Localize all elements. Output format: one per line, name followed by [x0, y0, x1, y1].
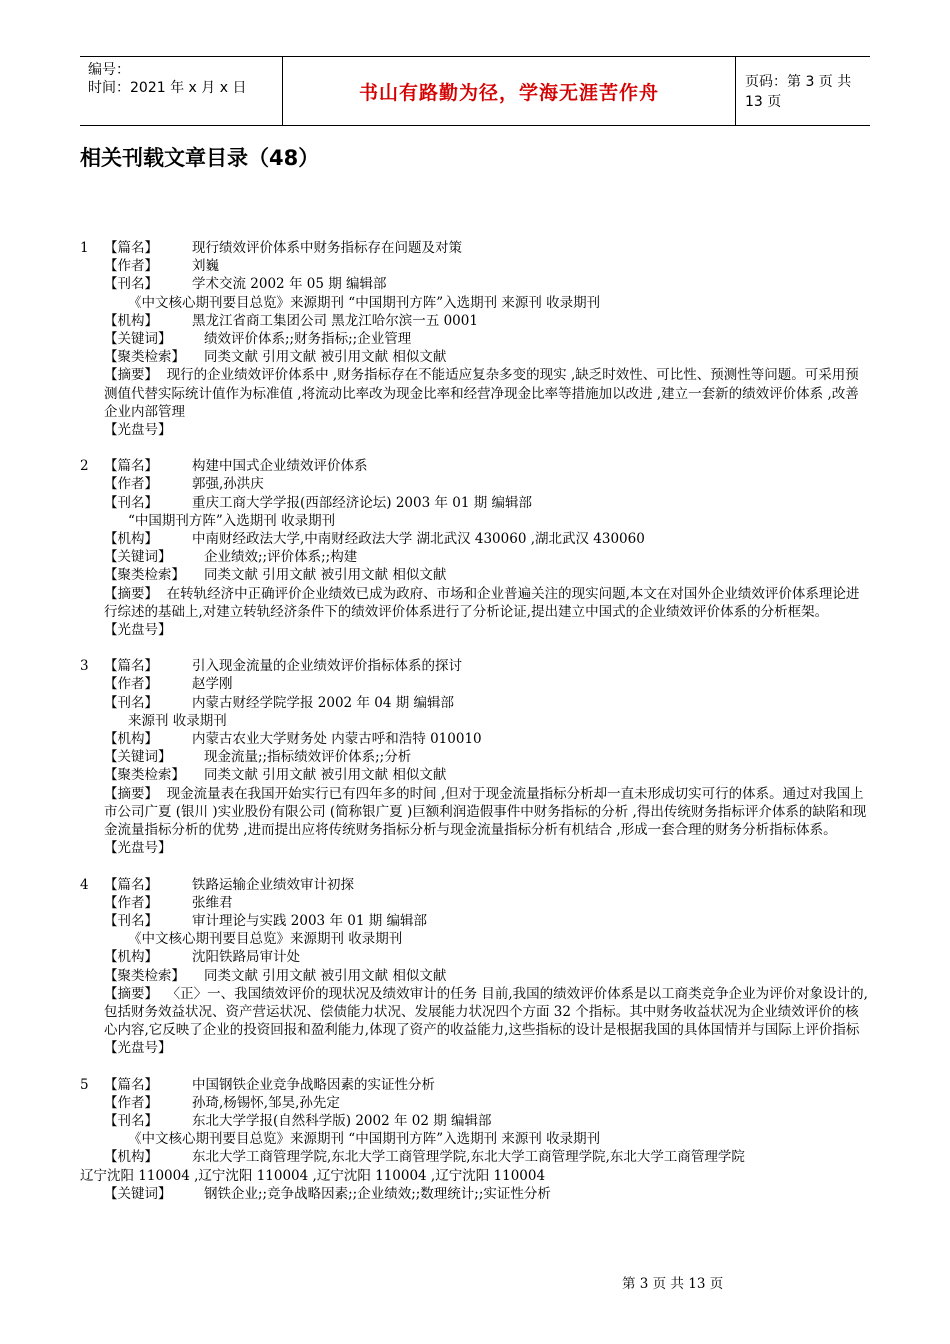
record-number: 4: [80, 876, 89, 893]
record-item: [80, 1076, 872, 1203]
record-item: [80, 457, 872, 639]
record-keywords[interactable]: 企业绩效;;评价体系;;构建: [204, 549, 358, 566]
cluster-links[interactable]: 同类文献 引用文献 被引用文献 相似文献: [204, 567, 447, 584]
field-label: 【关键词】: [104, 331, 172, 348]
header-page-info: 页码：第 3 页 共 13 页: [745, 74, 852, 110]
record-journal[interactable]: 内蒙古财经学院学报 2002 年 04 期 编辑部: [192, 694, 454, 711]
record-source: 《中文核心期刊要目总览》来源期刊 “中国期刊方阵”入选期刊 来源刊 收录期刊: [128, 294, 601, 311]
record-keywords[interactable]: 钢铁企业;;竞争战略因素;;企业绩效;;数理统计;;实证性分析: [204, 1185, 551, 1202]
field-label: 【篇名】: [104, 1076, 158, 1093]
record-author[interactable]: 赵学刚: [192, 676, 233, 693]
cluster-links[interactable]: 同类文献 引用文献 被引用文献 相似文献: [204, 767, 447, 784]
record-source: 来源刊 收录期刊: [128, 712, 227, 729]
field-label: 【作者】: [104, 1094, 158, 1111]
record-journal[interactable]: 东北大学学报(自然科学版) 2002 年 02 期 编辑部: [192, 1112, 492, 1129]
field-label: 【摘要】: [104, 585, 158, 602]
field-label: 【刊名】: [104, 1112, 158, 1129]
field-label: 【作者】: [104, 476, 158, 493]
field-label: 【刊名】: [104, 912, 158, 929]
record-org: 沈阳铁路局审计处: [192, 949, 300, 966]
record-abstract: 在转轨经济中正确评价企业绩效已成为政府、市场和企业普遍关注的现实问题,本文在对国外企业绩效评价体系理论进行综述的基础上,对建立转轨经济条件下的绩效评价体系进行了分析论证,提出建立中国式的企业绩效评价体系的分析框架。: [104, 585, 860, 620]
record-number: 5: [80, 1076, 89, 1093]
header-meta: [80, 57, 280, 125]
record-source: 《中文核心期刊要目总览》来源期刊 收录期刊: [128, 931, 403, 948]
field-label: 【机构】: [104, 1149, 158, 1166]
record-title[interactable]: 现行绩效评价体系中财务指标存在问题及对策: [192, 240, 462, 256]
field-label: 【摘要】: [104, 785, 158, 802]
record-journal[interactable]: 重庆工商大学学报(西部经济论坛) 2003 年 01 期 编辑部: [192, 494, 533, 511]
record-author[interactable]: 郭强,孙洪庆: [192, 476, 264, 493]
field-label: 【关键词】: [104, 549, 172, 566]
time-label: 时间：2021 年 x 月 x 日: [88, 80, 247, 96]
record-author[interactable]: 刘巍: [192, 258, 219, 275]
header-motto: 书山有路勤为径，学海无涯苦作舟: [282, 57, 736, 125]
field-label: 【关键词】: [104, 1185, 172, 1202]
field-label: 【刊名】: [104, 494, 158, 511]
record-number: 1: [80, 240, 89, 256]
field-label-cd: 【光盘号】: [104, 1040, 172, 1057]
record-org: 黑龙江省商工集团公司 黑龙江哈尔滨一五 0001: [192, 312, 478, 329]
record-list: [80, 239, 872, 1221]
field-label: 【机构】: [104, 731, 158, 748]
field-label: 【篇名】: [104, 458, 158, 475]
field-label: 【聚类检索】: [104, 349, 185, 366]
record-org: 内蒙古农业大学财务处 内蒙古呼和浩特 010010: [192, 731, 482, 748]
record-keywords[interactable]: 绩效评价体系;;财务指标;;企业管理: [204, 331, 412, 348]
record-item: [80, 239, 872, 439]
record-title[interactable]: 构建中国式企业绩效评价体系: [192, 458, 368, 475]
record-item: [80, 876, 872, 1058]
cluster-links[interactable]: 同类文献 引用文献 被引用文献 相似文献: [204, 967, 447, 984]
field-label: 【篇名】: [104, 876, 158, 893]
record-number: 3: [80, 658, 89, 675]
record-title[interactable]: 引入现金流量的企业绩效评价指标体系的探讨: [192, 658, 462, 675]
field-label-cd: 【光盘号】: [104, 422, 172, 439]
code-label: 编号：: [88, 62, 130, 78]
page-header: [80, 56, 870, 126]
field-label: 【机构】: [104, 531, 158, 548]
record-source: “中国期刊方阵”入选期刊 收录期刊: [128, 512, 336, 529]
field-label: 【作者】: [104, 676, 158, 693]
page-title: 相关刊载文章目录（48）: [80, 146, 320, 170]
record-org-continued: 辽宁沈阳 110004 ,辽宁沈阳 110004 ,辽宁沈阳 110004 ,辽宁沈阳 110004: [80, 1167, 546, 1184]
record-org: 东北大学工商管理学院,东北大学工商管理学院,东北大学工商管理学院,东北大学工商管理学院: [192, 1149, 745, 1166]
record-abstract: 现金流量表在我国开始实行已有四年多的时间 ,但对于现金流量指标分析却一直未形成切实可行的体系。通过对我国上市公司广夏 (银川 )实业股份有限公司 (简称银广夏 )巨额利润造假事件中财务指标的分析 ,得出传统财务指标评介体系的缺陷和现金流量指标分析的优势 ,进而提出应将传统财务指标分析与现金流量指标分析有机结合 ,形成一套合理的财务分析指标体系。: [104, 785, 867, 839]
field-label: 【作者】: [104, 258, 158, 275]
field-label: 【摘要】: [104, 985, 158, 1002]
field-label: 【关键词】: [104, 749, 172, 766]
record-author[interactable]: 张维君: [192, 894, 233, 911]
record-number: 2: [80, 458, 89, 475]
record-journal[interactable]: 学术交流 2002 年 05 期 编辑部: [192, 276, 387, 293]
field-label: 【机构】: [104, 312, 158, 329]
record-title[interactable]: 铁路运输企业绩效审计初探: [192, 876, 354, 893]
field-label: 【篇名】: [104, 240, 158, 256]
field-label: 【聚类检索】: [104, 767, 185, 784]
field-label: 【聚类检索】: [104, 967, 185, 984]
record-journal[interactable]: 审计理论与实践 2003 年 01 期 编辑部: [192, 912, 427, 929]
record-author[interactable]: 孙琦,杨锡怀,邹昊,孙先定: [192, 1094, 340, 1111]
field-label: 【刊名】: [104, 694, 158, 711]
field-label: 【摘要】: [104, 367, 158, 384]
field-label-cd: 【光盘号】: [104, 622, 172, 639]
record-keywords[interactable]: 现金流量;;指标绩效评价体系;;分析: [204, 749, 412, 766]
record-title[interactable]: 中国钢铁企业竞争战略因素的实证性分析: [192, 1076, 435, 1093]
record-abstract: 〈正〉一、我国绩效评价的现状况及绩效审计的任务 目前,我国的绩效评价体系是以工商类竞争企业为评价对象设计的,包括财务效益状况、资产营运状况、偿债能力状况、发展能力状况四个方面 32 个指标。其中财务收益状况为企业绩效评价的核心内容,它反映了企业的投资回报和盈利能力,体现了资产的收益能力,这些指标的设计是根据我国的具体国情并与国际上评价指标: [104, 985, 868, 1039]
field-label: 【刊名】: [104, 276, 158, 293]
field-label: 【篇名】: [104, 658, 158, 675]
field-label-cd: 【光盘号】: [104, 840, 172, 857]
cluster-links[interactable]: 同类文献 引用文献 被引用文献 相似文献: [204, 349, 447, 366]
record-abstract: 现行的企业绩效评价体系中 ,财务指标存在不能适应复杂多变的现实 ,缺乏时效性、可比性、预测性等问题。可采用预测值代替实际统计值作为标准值 ,将流动比率改为现金比率和经营净现金比率等措施加以改进 ,建立一套新的绩效评价体系 ,改善企业内部管理: [104, 367, 859, 420]
record-org: 中南财经政法大学,中南财经政法大学 湖北武汉 430060 ,湖北武汉 430060: [192, 531, 645, 548]
field-label: 【机构】: [104, 949, 158, 966]
page-footer: 第 3 页 共 13 页: [622, 1276, 724, 1292]
record-source: 《中文核心期刊要目总览》来源期刊 “中国期刊方阵”入选期刊 来源刊 收录期刊: [128, 1131, 601, 1148]
field-label: 【作者】: [104, 894, 158, 911]
record-item: [80, 657, 872, 857]
field-label: 【聚类检索】: [104, 567, 185, 584]
